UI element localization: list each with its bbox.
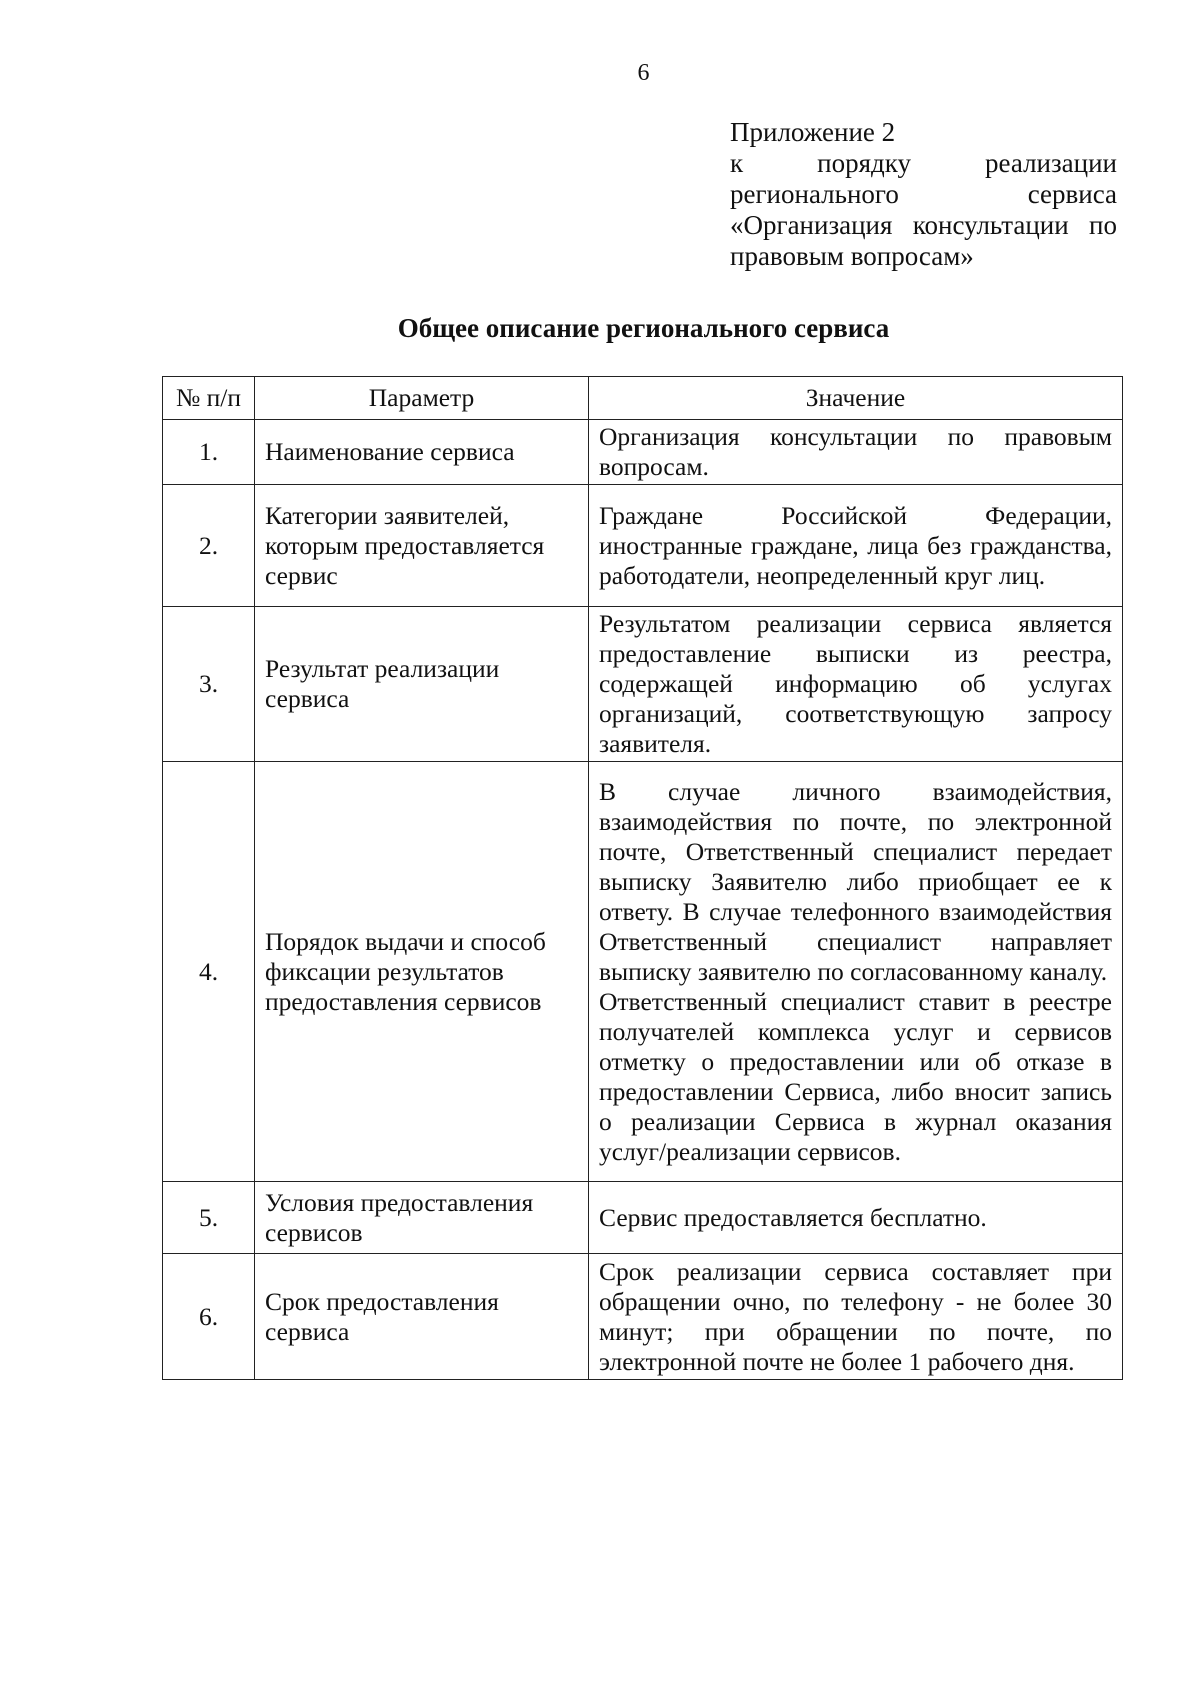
row-num: 3. [163,607,255,762]
row-value: Срок реализации сервиса составляет при обращении очно, по телефону - не более 30 минут; при обращении по почте, по электронной почте не более 1 рабочего дня. [589,1254,1123,1380]
row-value: Сервис предоставляется бесплатно. [589,1182,1123,1254]
row-value [589,762,1123,1182]
appendix-line-4: «Организация консультации по [730,210,1117,240]
row-param: Срок предоставления сервиса [255,1254,589,1380]
appendix-line-5: правовым вопросам» [730,241,974,271]
table-row [163,762,1123,1182]
row-value: Результатом реализации сервиса является предоставление выписки из реестра, содержащей информацию об услугах организаций, соответствующую запросу заявителя. [589,607,1123,762]
table-row [163,607,1123,762]
appendix-line-2: к порядку реализации [730,148,1117,178]
row-param: Порядок выдачи и способ фиксации результатов предоставления сервисов [255,762,589,1182]
header-num: № п/п [163,377,255,420]
table-header-row [163,377,1123,420]
table-row [163,1254,1123,1380]
row-param: Результат реализации сервиса [255,607,589,762]
header-value: Значение [589,377,1123,420]
row-param: Категории заявителей, которым предоставляется сервис [255,485,589,607]
row-num: 5. [163,1182,255,1254]
table-row [163,420,1123,485]
table-row [163,485,1123,607]
row-value: Организация консультации по правовым вопросам. [589,420,1123,485]
row-param: Условия предоставления сервисов [255,1182,589,1254]
row-param: Наименование сервиса [255,420,589,485]
row-num: 4. [163,762,255,1182]
row-num: 6. [163,1254,255,1380]
row-value: Граждане Российской Федерации, иностранные граждане, лица без гражданства, работодатели, неопределенный круг лиц. [589,485,1123,607]
header-param: Параметр [255,377,589,420]
page-number: 6 [637,60,650,86]
appendix-line-1: Приложение 2 [730,117,896,147]
table-row [163,1182,1123,1254]
document-title: Общее описание регионального сервиса [397,313,890,343]
service-description-table [162,376,1123,1380]
row-num: 1. [163,420,255,485]
appendix-block [730,117,1117,272]
row-num: 2. [163,485,255,607]
appendix-line-3: регионального сервиса [730,179,1117,209]
row-value-paragraph-1: В случае личного взаимодействия, взаимодействия по почте, по электронной почте, Ответственный специалист передает выписку Заявителю либо приобщает ее к ответу. В случае телефонного взаимодействия Ответственный специалист направляет выписку заявителю по согласованному каналу. [599,776,1112,986]
row-value-paragraph-2: Ответственный специалист ставит в реестре получателей комплекса услуг и сервисов отметку о предоставлении или об отказе в предоставлении Сервиса, либо вносит запись о реализации Сервиса в журнал оказания услуг/реализации сервисов. [599,986,1112,1166]
